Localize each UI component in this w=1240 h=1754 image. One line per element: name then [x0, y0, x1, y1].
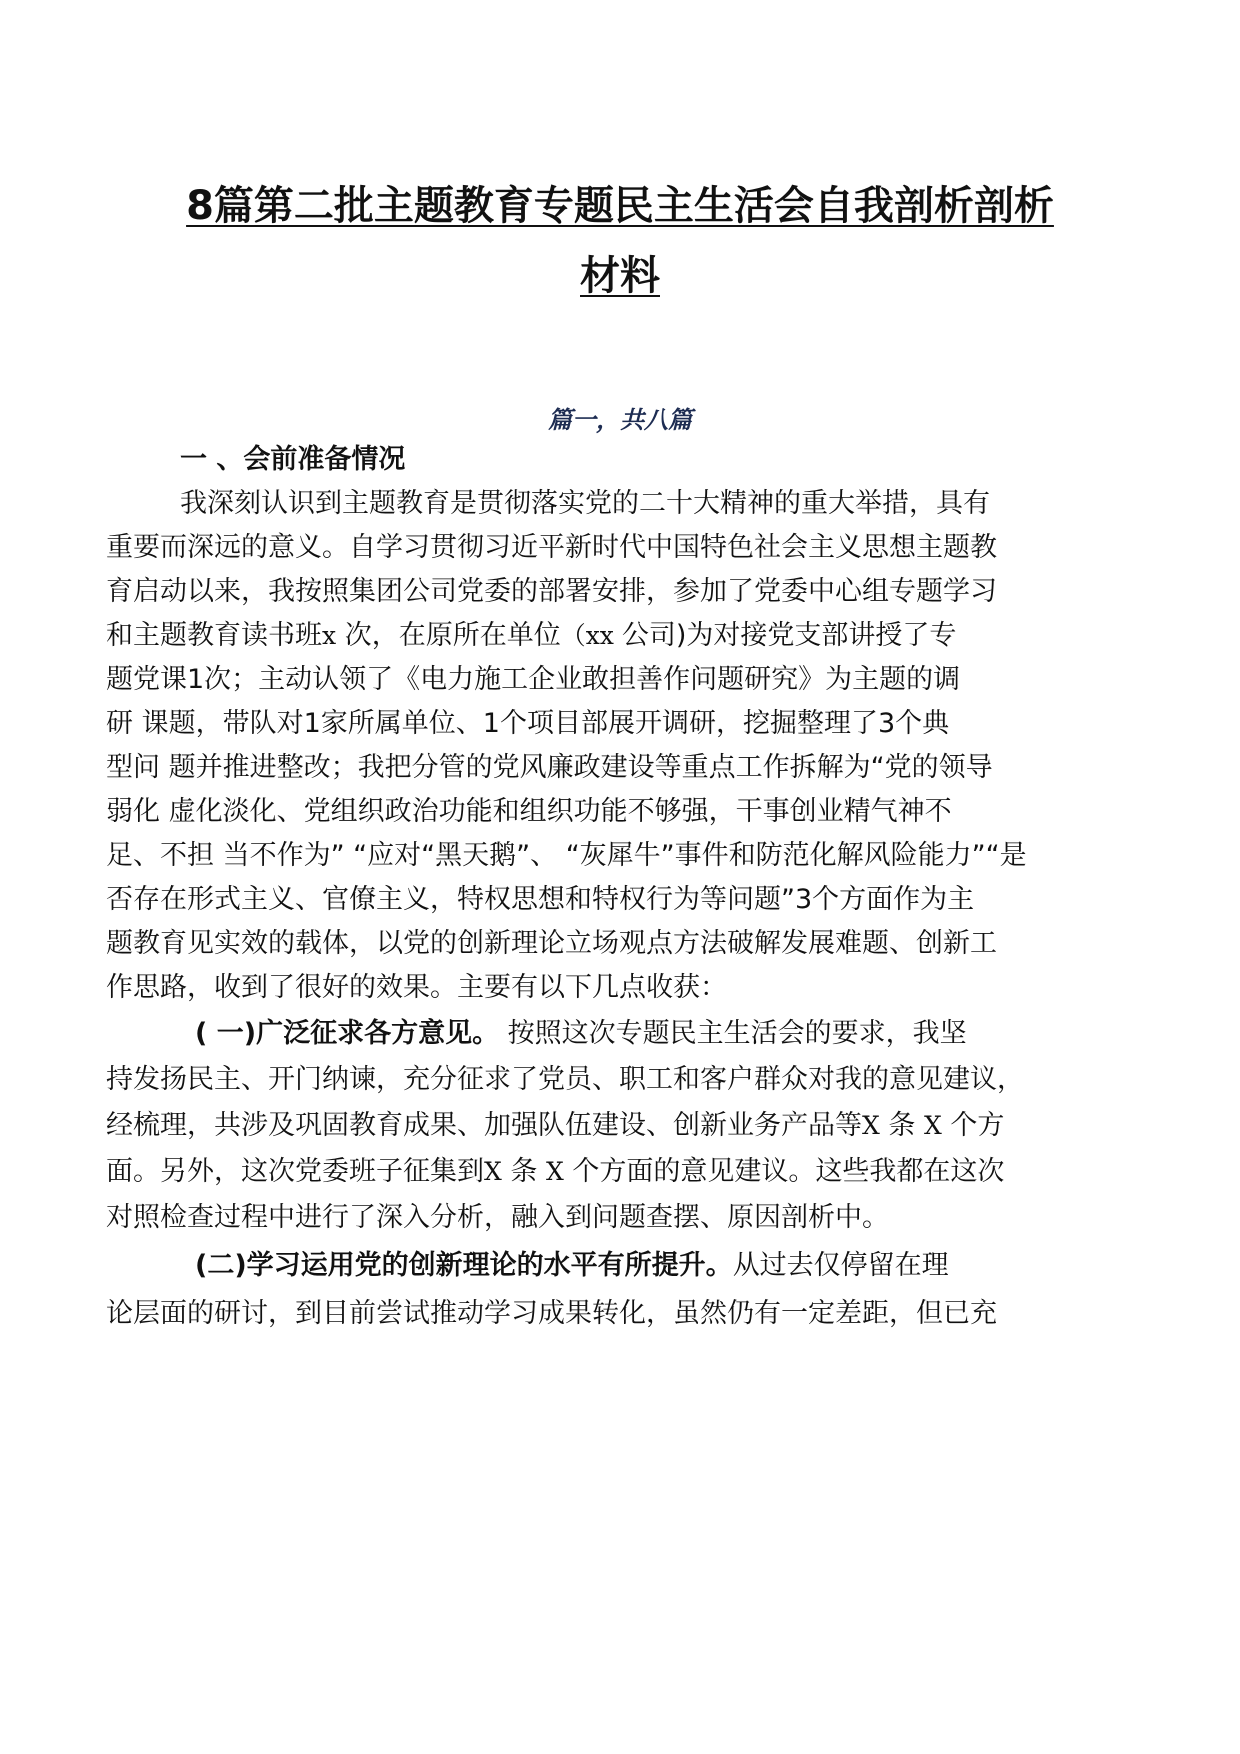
body-text: 个方面的意见建议。这些我都在这次 — [563, 1156, 1005, 1187]
body-text: 次，在原所在单位 — [336, 620, 561, 651]
section-heading: 一 、会前准备情况 — [180, 444, 406, 475]
body-text: X — [923, 1111, 942, 1140]
body-text: 经梳理，共涉及巩固教育成果、加强队伍建设、创新业务产品等 — [106, 1110, 862, 1141]
body-line: 作思路，收到了很好的效果。主要有以下几点收获： — [106, 972, 727, 1003]
body-text: X — [484, 1157, 502, 1186]
title-line-1: 8篇第二批主题教育专题民主生活会自我剖析剖析 — [186, 183, 1054, 229]
body-line: 型问 题并推进整改；我把分管的党风廉政建设等重点工作拆解为“党的领导 — [106, 752, 993, 783]
body-line: 重要而深远的意义。自学习贯彻习近平新时代中国特色社会主义思想主题教 — [106, 532, 997, 563]
paragraph-1-heading: ( 一)广泛征求各方意见。 — [195, 1018, 500, 1049]
body-line — [106, 1104, 1004, 1148]
body-text: X — [862, 1111, 880, 1140]
body-text: X — [545, 1157, 564, 1186]
body-text: 和主题教育读书班 — [106, 620, 322, 651]
section-subtitle: 篇一，共八篇 — [548, 405, 692, 434]
document-title — [100, 176, 1140, 236]
body-text: 条 — [879, 1110, 924, 1141]
body-text: （xx — [560, 621, 622, 650]
body-line — [106, 1150, 1004, 1194]
body-text: 面。另外，这次党委班子征集到 — [106, 1156, 484, 1187]
paragraph-1-line — [195, 1012, 967, 1056]
document-title-continued — [100, 246, 1140, 306]
body-line: 研 课题，带队对1家所属单位、1个项目部展开调研，挖掘整理了3个典 — [106, 708, 950, 739]
body-text: 公司)为对接党支部讲授了专 — [621, 620, 957, 651]
body-text: 条 — [501, 1156, 546, 1187]
body-line: 论层面的研讨，到目前尝试推动学习成果转化，虽然仍有一定差距，但已充 — [106, 1298, 997, 1329]
body-line: 足、不担 当不作为” “应对“黑天鹅”、 “灰犀牛”事件和防范化解风险能力”“是 — [106, 840, 1027, 871]
body-text: x — [322, 621, 337, 650]
body-line: 我深刻认识到主题教育是贯彻落实党的二十大精神的重大举措，具有 — [180, 488, 990, 519]
body-line: 题教育见实效的载体，以党的创新理论立场观点方法破解发展难题、创新工 — [106, 928, 997, 959]
body-line: 弱化 虚化淡化、党组织政治功能和组织功能不够强，干事创业精气神不 — [106, 796, 952, 827]
paragraph-2-line — [195, 1244, 949, 1288]
body-line: 对照检查过程中进行了深入分析，融入到问题查摆、原因剖析中。 — [106, 1202, 889, 1233]
body-line: 否存在形式主义、官僚主义，特权思想和特权行为等问题”3个方面作为主 — [106, 884, 975, 915]
body-line: 题党课1次；主动认领了《电力施工企业敢担善作问题研究》为主题的调 — [106, 664, 961, 695]
body-line: 持发扬民主、开门纳谏，充分征求了党员、职工和客户群众对我的意见建议， — [106, 1064, 1024, 1095]
body-text: 按照这次专题民主生活会的要求，我坚 — [499, 1018, 967, 1049]
body-text: 个方 — [941, 1110, 1005, 1141]
paragraph-2-heading: (二)学习运用党的创新理论的水平有所提升。 — [195, 1250, 733, 1281]
title-line-2: 材料 — [580, 253, 660, 299]
body-text: 从过去仅停留在理 — [732, 1250, 949, 1281]
body-line: 育启动以来，我按照集团公司党委的部署安排，参加了党委中心组专题学习 — [106, 576, 997, 607]
body-line — [106, 614, 956, 658]
